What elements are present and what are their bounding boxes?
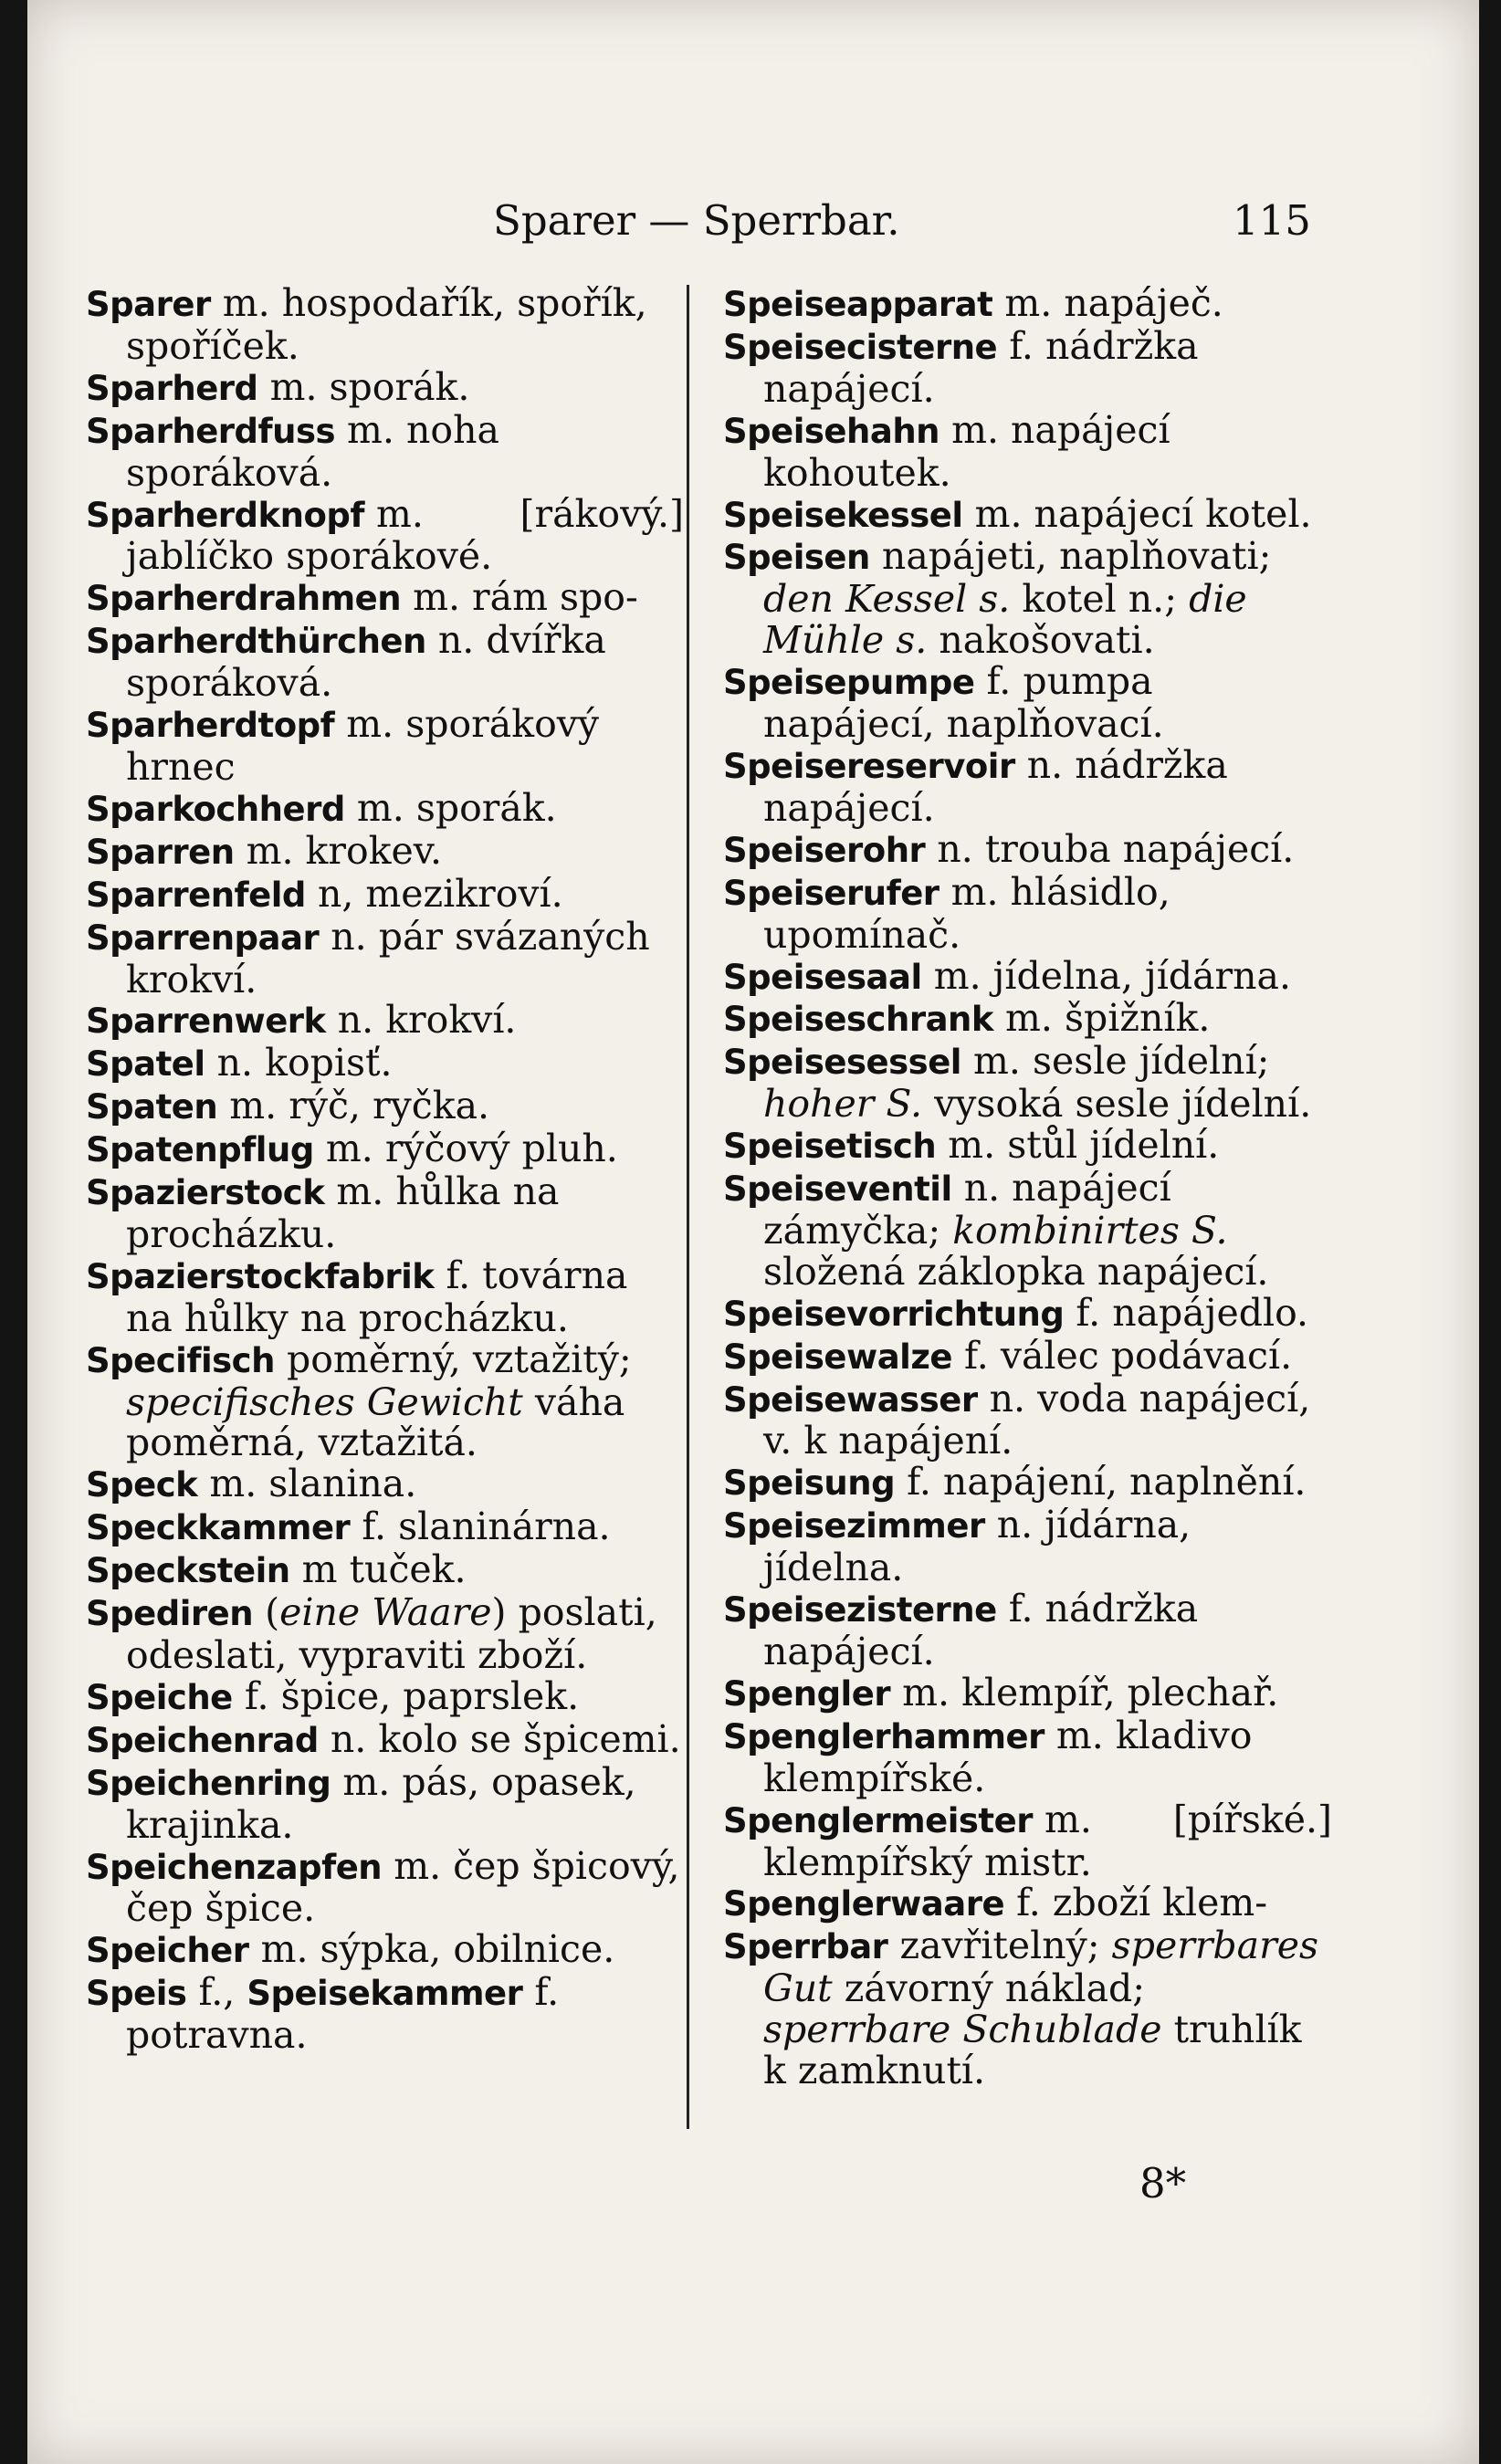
dictionary-entry — [86, 1592, 684, 1676]
entry-continuation: [pířské.] — [1172, 1797, 1332, 1841]
headword: Sparherdtopf — [86, 706, 335, 746]
definition: n. napájecí zámyčka; — [763, 1166, 1171, 1253]
german-example: eine Waare — [279, 1590, 492, 1635]
definition: f. špice, paprslek. — [244, 1673, 580, 1718]
headword: Sparer — [86, 285, 211, 324]
headword: Speisehahn — [723, 411, 940, 451]
headword: Sparherdrahmen — [86, 579, 402, 619]
definition: m. krokev. — [246, 828, 443, 873]
headword: Sparrenwerk — [86, 1001, 326, 1042]
dictionary-entry — [723, 661, 1332, 745]
headword: Spazierstock — [86, 1173, 325, 1213]
dictionary-entry — [86, 364, 684, 410]
dictionary-entry — [86, 283, 684, 367]
german-example: die Mühle s. — [763, 577, 1247, 663]
dictionary-entry — [86, 1463, 684, 1506]
headword: Speiseapparat — [723, 285, 993, 324]
dictionary-entry — [86, 491, 684, 579]
headword: Speisen — [723, 538, 870, 578]
headword: Spenglermeister — [723, 1800, 1033, 1840]
headword: Spediren — [86, 1594, 254, 1634]
dictionary-entry — [86, 1000, 684, 1043]
dictionary-entry — [723, 998, 1332, 1041]
headword: Speisezimmer — [723, 1506, 985, 1547]
headword: Sparherd — [86, 368, 258, 408]
definition: kotel n.; — [1022, 577, 1178, 622]
headword: Spaten — [86, 1087, 218, 1127]
definition: f. válec podávací. — [964, 1333, 1293, 1378]
definition: m. napájecí kotel. — [974, 491, 1312, 536]
headword: Speisecisterne — [723, 327, 998, 367]
headword: Sparrenpaar — [86, 917, 320, 958]
definition: m. sporákový hrnec — [126, 702, 600, 789]
definition: f. nádržka napájecí. — [763, 1587, 1199, 1673]
dictionary-entry — [86, 1255, 684, 1339]
headword: Speckstein — [86, 1551, 290, 1591]
headword: Sparrenfeld — [86, 875, 306, 915]
signature-mark: 8* — [1139, 2159, 1187, 2207]
dictionary-entry — [86, 1972, 684, 2056]
headword: Sparherdthürchen — [86, 622, 426, 662]
definition: m. klempíř, plechař. — [902, 1670, 1279, 1714]
dictionary-entry — [723, 1290, 1332, 1336]
headword: Spatel — [86, 1044, 205, 1085]
dictionary-entry — [86, 407, 684, 495]
dictionary-page — [27, 0, 1479, 2464]
definition: f. továrna na hůlky na procházku. — [126, 1253, 628, 1340]
definition: n. krokví. — [337, 998, 517, 1043]
headword: Sparkochherd — [86, 789, 345, 829]
definition: n. dvířka sporáková. — [126, 618, 606, 706]
left-column — [86, 283, 684, 2056]
dictionary-entry — [86, 704, 684, 788]
headword: Speisesessel — [723, 1043, 961, 1083]
definition: f. napájení, naplnění. — [907, 1460, 1307, 1505]
definition: m. kladivo klempířské. — [763, 1713, 1253, 1800]
headword: Speicher — [86, 1931, 249, 1971]
definition: m. sporák. — [269, 364, 470, 409]
german-example: specifisches Gewicht — [126, 1379, 523, 1424]
definition: n. trouba napájecí. — [937, 826, 1295, 871]
dictionary-entry — [86, 1339, 684, 1464]
german-example: hoher S. — [763, 1082, 923, 1127]
running-title: Sparer — Sperrbar. — [493, 196, 900, 245]
definition: m. sesle jídelní; — [973, 1039, 1270, 1084]
dictionary-entry — [723, 1505, 1332, 1588]
dictionary-entry — [86, 1549, 684, 1592]
dictionary-entry — [723, 1376, 1332, 1463]
entry-continuation: [rákový.] — [520, 491, 684, 536]
dictionary-entry — [723, 1799, 1332, 1883]
headword: Sperrbar — [723, 1927, 888, 1967]
headword: Speichenring — [86, 1763, 331, 1803]
definition: m. napájecí kohoutek. — [763, 407, 1170, 495]
definition: m. jablíčko sporákové. — [126, 491, 493, 579]
headword: Speisetisch — [723, 1127, 937, 1167]
dictionary-entry — [723, 1672, 1332, 1715]
definition: f. pumpa napájecí, naplňovací. — [763, 659, 1164, 747]
definition: nakošovati. — [939, 618, 1155, 663]
headword: Speiche — [86, 1677, 233, 1717]
headword: Speisepumpe — [723, 663, 975, 703]
definition: f. slaninárna. — [362, 1505, 611, 1549]
headword: Sparherdfuss — [86, 411, 335, 451]
dictionary-entry — [86, 871, 684, 917]
definition: m. sýpka, obilnice. — [260, 1927, 615, 1972]
definition: f., — [198, 1970, 236, 2015]
german-example: sperrbares Gut — [763, 1924, 1319, 2011]
definition: m. stůl jídelní. — [948, 1123, 1220, 1168]
definition: m. napáječ. — [1004, 281, 1223, 325]
dictionary-entry — [86, 828, 684, 874]
headword: Speisezisterne — [723, 1590, 997, 1630]
column-divider — [687, 285, 689, 2129]
headword: Speisekammer — [247, 1974, 523, 2014]
headword: Speisewasser — [723, 1379, 978, 1420]
definition: m. pás, opasek, krajinka. — [126, 1759, 636, 1847]
headword: Speisesaal — [723, 957, 922, 997]
headword: Speisung — [723, 1463, 896, 1504]
dictionary-entry — [86, 1843, 684, 1931]
dictionary-entry — [723, 1882, 1332, 1925]
definition: m. špižník. — [1005, 996, 1211, 1041]
german-example: sperrbare Schublade — [763, 2008, 1162, 2052]
definition: složená záklopka napájecí. — [763, 1249, 1269, 1294]
definition: ( — [265, 1590, 280, 1635]
headword: Speisevorrichtung — [723, 1294, 1065, 1334]
definition: f. nádržka napájecí. — [763, 323, 1199, 411]
definition: váha poměrná, vztažitá. — [126, 1379, 625, 1465]
definition: m. hospodařík, spořík, spoříček. — [126, 281, 647, 368]
dictionary-entry — [86, 1043, 684, 1085]
german-example: den Kessel s. — [763, 577, 1011, 622]
definition: m. rýčový pluh. — [325, 1127, 618, 1171]
dictionary-entry — [723, 826, 1332, 872]
definition: n. pár svázaných krokví. — [126, 914, 650, 1001]
dictionary-entry — [86, 1673, 684, 1719]
dictionary-entry — [86, 1085, 684, 1128]
dictionary-entry — [723, 1168, 1332, 1293]
dictionary-entry — [723, 491, 1332, 537]
dictionary-entry — [723, 1041, 1332, 1125]
page-header — [27, 196, 1479, 251]
headword: Sparherdknopf — [86, 495, 364, 535]
definition: závorný náklad; — [844, 1966, 1146, 2011]
dictionary-entry — [86, 914, 684, 1001]
dictionary-entry — [723, 1333, 1332, 1379]
right-column — [723, 283, 1332, 2092]
dictionary-entry — [86, 785, 684, 831]
definition: n, mezikroví. — [317, 871, 563, 916]
definition: n. kopisť. — [216, 1041, 393, 1085]
definition: m. hůlka na procházku. — [126, 1169, 560, 1256]
german-example: kombinirtes S. — [952, 1208, 1228, 1253]
headword: Spenglerhammer — [723, 1716, 1044, 1756]
definition: m. sporák. — [356, 785, 557, 830]
dictionary-entry — [86, 1128, 684, 1171]
dictionary-entry — [723, 323, 1332, 411]
dictionary-entry — [723, 742, 1332, 830]
headword: Sparren — [86, 832, 235, 872]
dictionary-entry — [86, 1716, 684, 1762]
dictionary-entry — [723, 1462, 1332, 1505]
definition: n. jídárna, jídelna. — [763, 1503, 1191, 1590]
headword: Speis — [86, 1974, 187, 2014]
headword: Speisekessel — [723, 495, 963, 535]
headword: Speiseschrank — [723, 1000, 993, 1040]
headword: Speiserufer — [723, 873, 939, 913]
dictionary-entry — [86, 1929, 684, 1972]
headword: Spenglerwaare — [723, 1884, 1005, 1924]
definition: zavřitelný; — [899, 1924, 1100, 1968]
definition: m. jídelna, jídárna. — [933, 953, 1292, 998]
headword: Spazierstockfabrik — [86, 1256, 435, 1296]
dictionary-entry — [723, 1125, 1332, 1168]
definition: m. klempířský mistr. — [763, 1797, 1092, 1884]
definition: poměrný, vztažitý; — [286, 1337, 632, 1381]
headword: Spatenpflug — [86, 1130, 314, 1170]
definition: m. slanina. — [209, 1462, 417, 1506]
dictionary-entry — [723, 1925, 1332, 2092]
dictionary-entry — [86, 1171, 684, 1255]
dictionary-entry — [723, 953, 1332, 999]
headword: Speckkammer — [86, 1508, 351, 1548]
dictionary-entry — [723, 1715, 1332, 1799]
dictionary-entry — [86, 577, 684, 620]
page-number: 115 — [1233, 196, 1311, 245]
definition: f. napájedlo. — [1076, 1290, 1309, 1335]
definition: n. kolo se špicemi. — [330, 1716, 681, 1761]
definition: m. rýč, ryčka. — [229, 1084, 490, 1128]
dictionary-entry — [723, 536, 1332, 661]
definition: n. voda napájecí, v. k napájení. — [763, 1376, 1311, 1463]
dictionary-entry — [723, 407, 1332, 495]
dictionary-entry — [723, 283, 1332, 326]
definition: n. nádržka napájecí. — [763, 742, 1228, 830]
headword: Speiseventil — [723, 1169, 952, 1210]
headword: Spengler — [723, 1673, 891, 1714]
dictionary-entry — [723, 869, 1332, 957]
definition: m. rám spo- — [413, 575, 638, 620]
definition: napájeti, naplňovati; — [881, 534, 1272, 579]
dictionary-entry — [86, 1759, 684, 1847]
headword: Speck — [86, 1465, 198, 1505]
definition: m. čep špicový, čep špice. — [126, 1843, 680, 1931]
headword: Speichenrad — [86, 1720, 319, 1760]
headword: Speichenzapfen — [86, 1847, 383, 1887]
dictionary-entry — [86, 1506, 684, 1549]
definition: vysoká sesle jídelní. — [934, 1082, 1312, 1127]
headword: Specifisch — [86, 1340, 275, 1380]
definition: m tuček. — [301, 1547, 467, 1592]
dictionary-entry — [86, 620, 684, 704]
definition: f. potravna. — [126, 1970, 560, 2058]
definition: truhlík k zamknutí. — [763, 2008, 1302, 2093]
headword: Speisewalze — [723, 1337, 952, 1377]
headword: Speiserohr — [723, 830, 926, 870]
definition: m. noha sporáková. — [126, 407, 499, 495]
definition: ) poslati, odeslati, vypraviti zboží. — [126, 1590, 657, 1677]
headword: Speisereservoir — [723, 746, 1015, 786]
definition: m. hlásidlo, upomínač. — [763, 869, 1170, 957]
definition: f. zboží klem- — [1016, 1881, 1268, 1925]
dictionary-entry — [723, 1588, 1332, 1672]
